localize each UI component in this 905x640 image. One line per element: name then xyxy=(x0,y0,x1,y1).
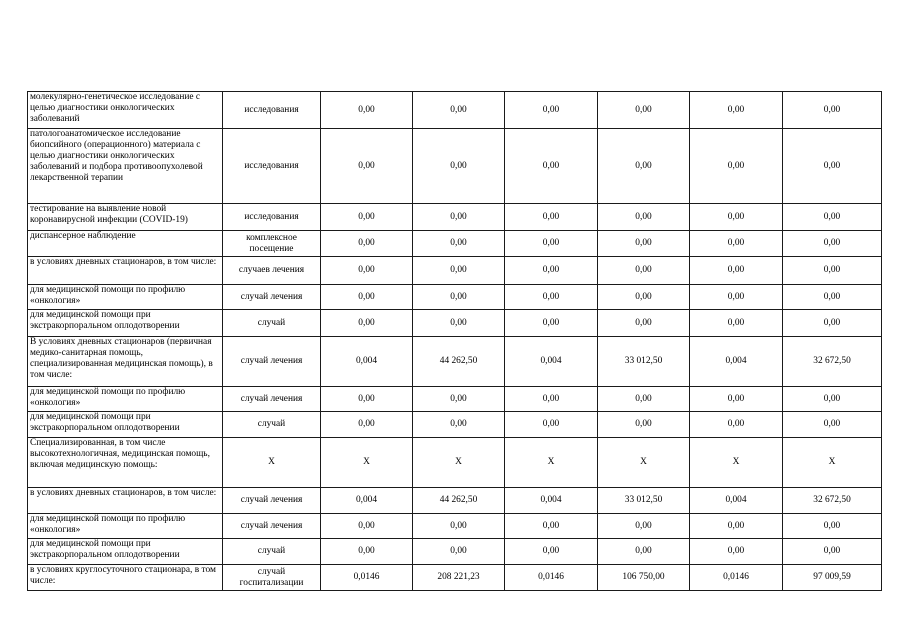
value-cell: 0,00 xyxy=(690,539,783,565)
row-label-cell: в условиях дневных стационаров, в том числе: xyxy=(28,488,223,514)
value-cell: Х xyxy=(321,438,413,488)
value-cell: 0,00 xyxy=(505,257,598,285)
value-cell: 0,00 xyxy=(413,285,505,310)
value-cell: 0,00 xyxy=(598,412,690,438)
value-cell: 0,00 xyxy=(783,285,882,310)
value-cell: 0,00 xyxy=(505,310,598,337)
unit-cell: исследования xyxy=(223,204,321,231)
value-cell: 0,00 xyxy=(783,514,882,539)
table-body xyxy=(28,92,882,591)
value-cell: 0,00 xyxy=(321,310,413,337)
value-cell: 0,00 xyxy=(321,257,413,285)
value-cell: 0,00 xyxy=(413,129,505,204)
value-cell: 0,00 xyxy=(321,539,413,565)
value-cell: 0,00 xyxy=(690,387,783,412)
value-cell: 0,00 xyxy=(690,129,783,204)
value-cell: 0,00 xyxy=(690,412,783,438)
value-cell: Х xyxy=(690,438,783,488)
value-cell: 32 672,50 xyxy=(783,488,882,514)
value-cell: 0,00 xyxy=(321,412,413,438)
value-cell: 0,00 xyxy=(783,129,882,204)
table-row xyxy=(28,310,882,337)
value-cell: 0,00 xyxy=(413,204,505,231)
table-row xyxy=(28,539,882,565)
unit-cell: случай лечения xyxy=(223,387,321,412)
value-cell: 0,00 xyxy=(690,514,783,539)
value-cell: 0,00 xyxy=(413,231,505,257)
row-label-cell: для медицинской помощи при экстракорпоральном оплодотворении xyxy=(28,412,223,438)
value-cell: 0,004 xyxy=(505,337,598,387)
value-cell: Х xyxy=(413,438,505,488)
value-cell: 0,00 xyxy=(505,387,598,412)
row-label-cell: В условиях дневных стационаров (первичная медико-санитарная помощь, специализированная медицинская помощь), в том числе: xyxy=(28,337,223,387)
table-row xyxy=(28,488,882,514)
table-row xyxy=(28,412,882,438)
row-label-cell: патологоанатомическое исследование биопсийного (операционного) материала с целью диагностики онкологических заболеваний и подбора противоопухолевой лекарственной терапии xyxy=(28,129,223,204)
row-label-cell: в условиях круглосуточного стационара, в том числе: xyxy=(28,565,223,591)
unit-cell: случай лечения xyxy=(223,488,321,514)
value-cell: 0,00 xyxy=(783,387,882,412)
value-cell: 0,00 xyxy=(505,92,598,129)
value-cell: 0,00 xyxy=(690,204,783,231)
value-cell: 0,00 xyxy=(598,204,690,231)
value-cell: 0,004 xyxy=(690,488,783,514)
value-cell: 0,00 xyxy=(598,257,690,285)
value-cell: 44 262,50 xyxy=(413,488,505,514)
row-label-cell: для медицинской помощи по профилю «онкология» xyxy=(28,387,223,412)
value-cell: 0,00 xyxy=(413,310,505,337)
value-cell: 0,00 xyxy=(505,231,598,257)
value-cell: 32 672,50 xyxy=(783,337,882,387)
table-row xyxy=(28,285,882,310)
row-label-cell: для медицинской помощи по профилю «онкология» xyxy=(28,514,223,539)
row-label-cell: для медицинской помощи по профилю «онкология» xyxy=(28,285,223,310)
unit-cell: случаев лечения xyxy=(223,257,321,285)
table-row xyxy=(28,514,882,539)
unit-cell: случай xyxy=(223,412,321,438)
value-cell: 208 221,23 xyxy=(413,565,505,591)
table-row xyxy=(28,438,882,488)
value-cell: 0,00 xyxy=(413,539,505,565)
value-cell: 0,00 xyxy=(690,310,783,337)
value-cell: Х xyxy=(783,438,882,488)
unit-cell: комплексное посещение xyxy=(223,231,321,257)
unit-cell: исследования xyxy=(223,92,321,129)
value-cell: 0,00 xyxy=(598,539,690,565)
table-row xyxy=(28,337,882,387)
row-label-cell: молекулярно-генетическое исследование с целью диагностики онкологических заболеваний xyxy=(28,92,223,129)
value-cell: 0,00 xyxy=(783,310,882,337)
value-cell: 0,00 xyxy=(783,231,882,257)
value-cell: 0,00 xyxy=(505,539,598,565)
value-cell: 0,00 xyxy=(413,92,505,129)
value-cell: 0,00 xyxy=(783,92,882,129)
row-label-cell: тестирование на выявление новой коронавирусной инфекции (COVID-19) xyxy=(28,204,223,231)
value-cell: 0,00 xyxy=(321,231,413,257)
value-cell: 0,00 xyxy=(598,231,690,257)
value-cell: 0,00 xyxy=(505,285,598,310)
unit-cell: случай госпитализации xyxy=(223,565,321,591)
value-cell: 0,0146 xyxy=(321,565,413,591)
unit-cell: случай xyxy=(223,310,321,337)
unit-cell: исследования xyxy=(223,129,321,204)
value-cell: 0,00 xyxy=(783,412,882,438)
value-cell: 0,00 xyxy=(321,514,413,539)
value-cell: 0,00 xyxy=(505,204,598,231)
unit-cell: случай xyxy=(223,539,321,565)
row-label-cell: для медицинской помощи при экстракорпоральном оплодотворении xyxy=(28,310,223,337)
value-cell: Х xyxy=(598,438,690,488)
row-label-cell: Специализированная, в том числе высокотехнологичная, медицинская помощь, включая медицинскую помощь: xyxy=(28,438,223,488)
value-cell: 0,00 xyxy=(413,387,505,412)
value-cell: 33 012,50 xyxy=(598,337,690,387)
value-cell: 0,00 xyxy=(783,204,882,231)
table-row xyxy=(28,204,882,231)
value-cell: 0,00 xyxy=(598,92,690,129)
unit-cell: Х xyxy=(223,438,321,488)
value-cell: 0,00 xyxy=(321,204,413,231)
value-cell: 0,00 xyxy=(321,387,413,412)
table-row xyxy=(28,231,882,257)
value-cell: 0,00 xyxy=(783,257,882,285)
value-cell: 0,00 xyxy=(690,285,783,310)
unit-cell: случай лечения xyxy=(223,285,321,310)
value-cell: 0,00 xyxy=(690,92,783,129)
table-row xyxy=(28,387,882,412)
value-cell: 0,004 xyxy=(505,488,598,514)
value-cell: 0,004 xyxy=(321,488,413,514)
value-cell: 0,00 xyxy=(598,387,690,412)
value-cell: 0,00 xyxy=(598,129,690,204)
value-cell: 97 009,59 xyxy=(783,565,882,591)
table-row xyxy=(28,565,882,591)
value-cell: 0,00 xyxy=(598,310,690,337)
table-row xyxy=(28,129,882,204)
value-cell: 44 262,50 xyxy=(413,337,505,387)
row-label-cell: диспансерное наблюдение xyxy=(28,231,223,257)
value-cell: 0,004 xyxy=(690,337,783,387)
value-cell: Х xyxy=(505,438,598,488)
value-cell: 0,00 xyxy=(321,129,413,204)
value-cell: 0,00 xyxy=(321,92,413,129)
value-cell: 0,00 xyxy=(505,412,598,438)
unit-cell: случай лечения xyxy=(223,337,321,387)
row-label-cell: для медицинской помощи при экстракорпоральном оплодотворении xyxy=(28,539,223,565)
value-cell: 0,004 xyxy=(321,337,413,387)
value-cell: 0,00 xyxy=(690,257,783,285)
value-cell: 0,0146 xyxy=(505,565,598,591)
value-cell: 0,00 xyxy=(413,412,505,438)
value-cell: 0,00 xyxy=(413,257,505,285)
data-table xyxy=(27,91,882,591)
value-cell: 33 012,50 xyxy=(598,488,690,514)
value-cell: 0,00 xyxy=(598,514,690,539)
row-label-cell: в условиях дневных стационаров, в том числе: xyxy=(28,257,223,285)
value-cell: 0,00 xyxy=(783,539,882,565)
value-cell: 0,0146 xyxy=(690,565,783,591)
table-row xyxy=(28,257,882,285)
table-row xyxy=(28,92,882,129)
value-cell: 0,00 xyxy=(690,231,783,257)
value-cell: 0,00 xyxy=(598,285,690,310)
value-cell: 106 750,00 xyxy=(598,565,690,591)
unit-cell: случай лечения xyxy=(223,514,321,539)
value-cell: 0,00 xyxy=(413,514,505,539)
value-cell: 0,00 xyxy=(505,514,598,539)
value-cell: 0,00 xyxy=(321,285,413,310)
value-cell: 0,00 xyxy=(505,129,598,204)
